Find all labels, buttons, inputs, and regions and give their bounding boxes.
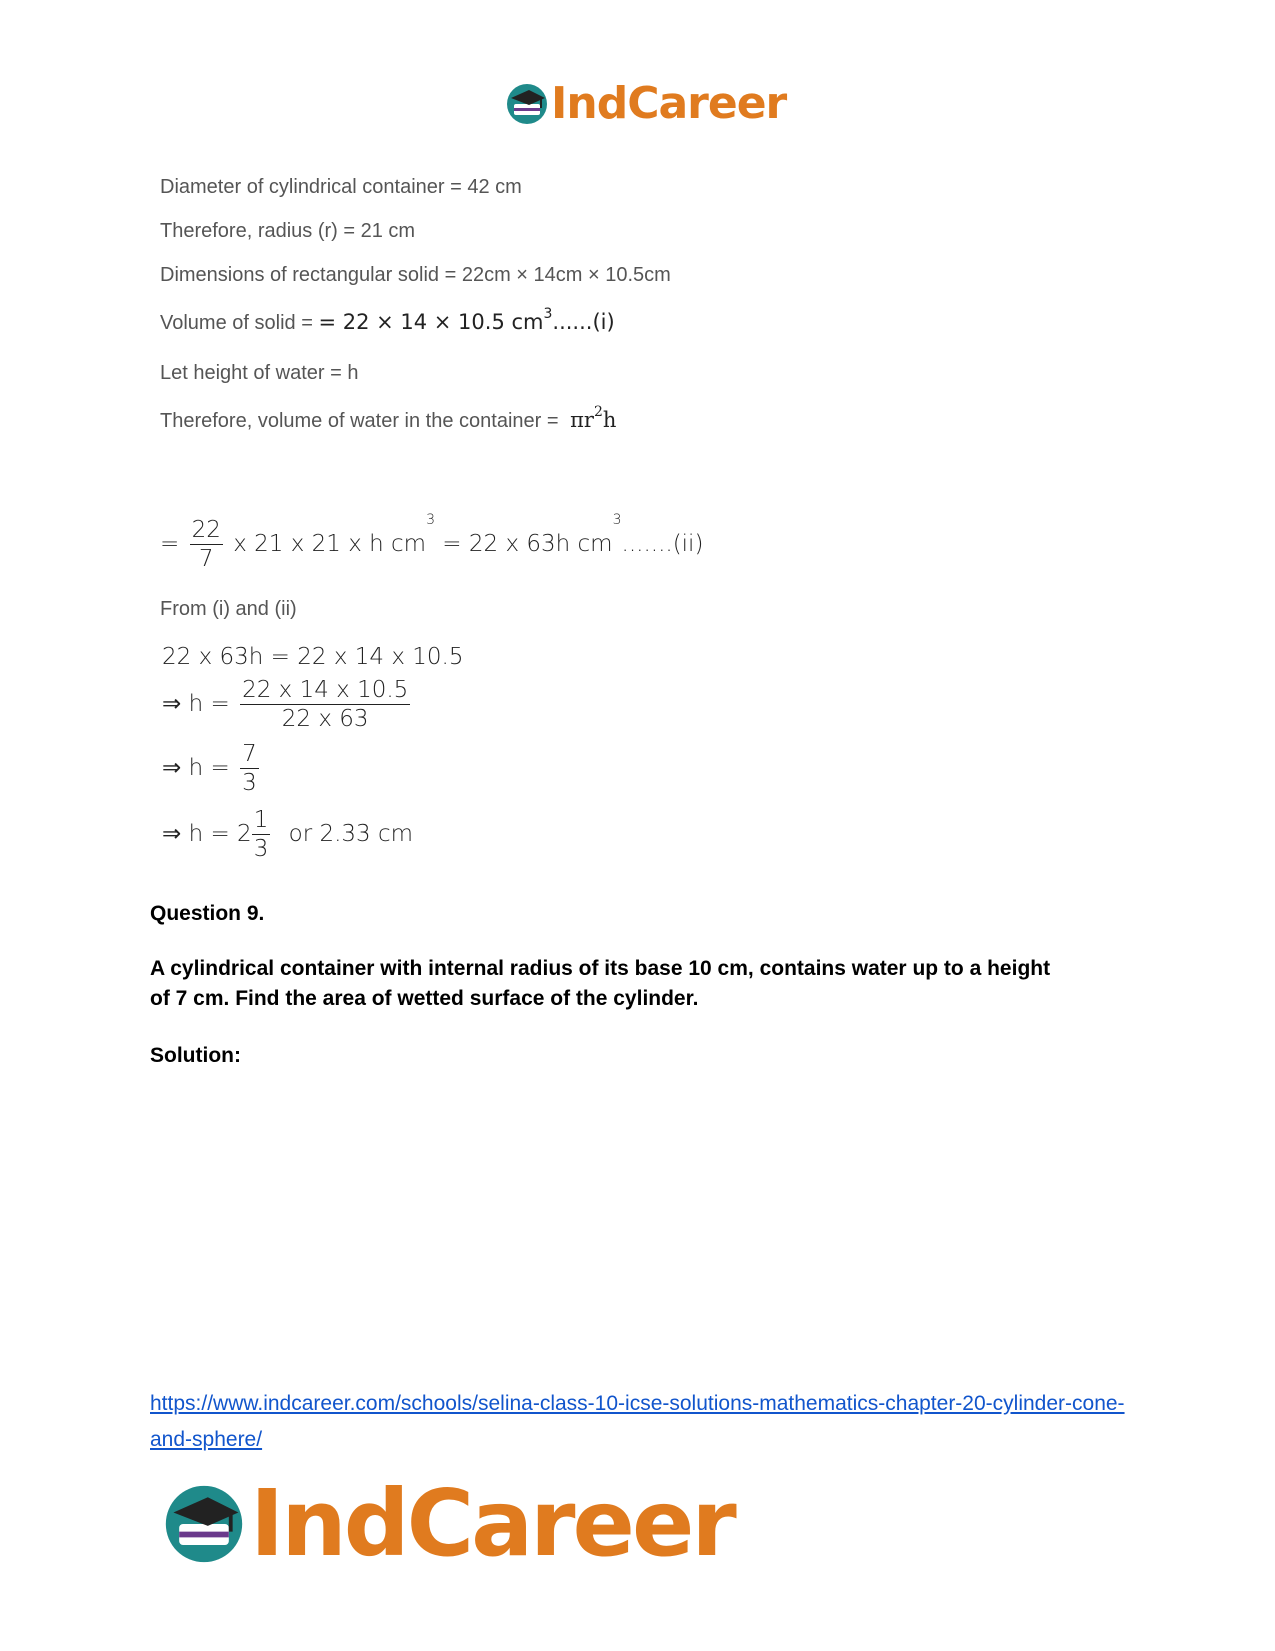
- eq2-prefix: =: [160, 531, 180, 557]
- line2-prefix: ⇒ h =: [162, 691, 230, 717]
- graduation-cap-icon: [162, 1482, 246, 1566]
- eq2-middle-2: = 22 x 63h cm: [434, 531, 613, 557]
- eq2-exponent-1: 3: [426, 512, 435, 528]
- water-volume-label: Therefore, volume of water in the container =: [160, 410, 559, 432]
- line4-prefix: ⇒ h = 2: [162, 821, 252, 847]
- fraction-denominator: 3: [242, 770, 257, 796]
- height-line: Let height of water = h: [160, 362, 359, 384]
- line3-prefix: ⇒ h =: [162, 755, 230, 781]
- fraction-numerator: 7: [242, 741, 257, 767]
- logo-text: IndCareer: [551, 78, 787, 129]
- fraction-denominator: 3: [253, 836, 269, 862]
- line4-suffix: or 2.33 cm: [288, 821, 414, 847]
- solution-label: Solution:: [150, 1044, 241, 1067]
- diameter-line: Diameter of cylindrical container = 42 cm: [160, 176, 522, 198]
- volume-line: [160, 306, 615, 335]
- from-line: From (i) and (ii): [160, 598, 297, 620]
- fraction-line3: [240, 740, 259, 797]
- logo-text: IndCareer: [250, 1470, 734, 1577]
- fraction-denominator: 22 x 63: [281, 706, 369, 732]
- source-link[interactable]: https://www.indcareer.com/schools/selina-class-10-icse-solutions-mathematics-chapter-20-cylinder-cone-and-sphere/: [150, 1392, 1125, 1451]
- question-text: A cylindrical container with internal radius of its base 10 cm, contains water up to a height of 7 cm. Find the area of wetted surface of the cylinder.: [150, 957, 1051, 1010]
- eq2-exponent-2: 3: [612, 512, 622, 528]
- fraction-numerator: 22 x 14 x 10.5: [242, 677, 409, 703]
- radius-line: Therefore, radius (r) = 21 cm: [160, 220, 416, 242]
- graduation-cap-icon: [505, 82, 549, 126]
- equation-line-4: [162, 806, 413, 863]
- eq2-middle: x 21 x 21 x h cm: [233, 531, 427, 557]
- fraction-denominator: 7: [198, 546, 214, 572]
- eq2-tag: .......(ii): [621, 531, 704, 557]
- water-volume-h: h: [602, 408, 617, 432]
- equation-ii: [160, 512, 704, 573]
- water-volume-expression: πr: [570, 408, 594, 432]
- header-logo: [505, 78, 786, 129]
- equation-line-3: [162, 740, 262, 797]
- fraction-22-over-7: [190, 516, 223, 573]
- volume-tag: ......(i): [552, 310, 615, 334]
- equation-line-1: 22 x 63h = 22 x 14 x 10.5: [162, 644, 464, 670]
- question-title: Question 9.: [150, 902, 265, 925]
- volume-expression: = 22 × 14 × 10.5 cm: [318, 310, 544, 334]
- volume-exponent: 3: [543, 306, 553, 322]
- equation-line-2: [162, 676, 413, 733]
- fraction-numerator: 22: [191, 517, 221, 543]
- fraction-line4: [252, 806, 271, 863]
- footer-logo: [162, 1470, 734, 1577]
- fraction-numerator: 1: [253, 807, 269, 833]
- volume-label: Volume of solid =: [160, 312, 313, 334]
- dimensions-line: Dimensions of rectangular solid = 22cm × 14cm × 10.5cm: [160, 264, 671, 286]
- fraction-line2: [240, 676, 410, 733]
- water-volume-line: [160, 404, 617, 433]
- water-volume-exponent: 2: [593, 404, 603, 420]
